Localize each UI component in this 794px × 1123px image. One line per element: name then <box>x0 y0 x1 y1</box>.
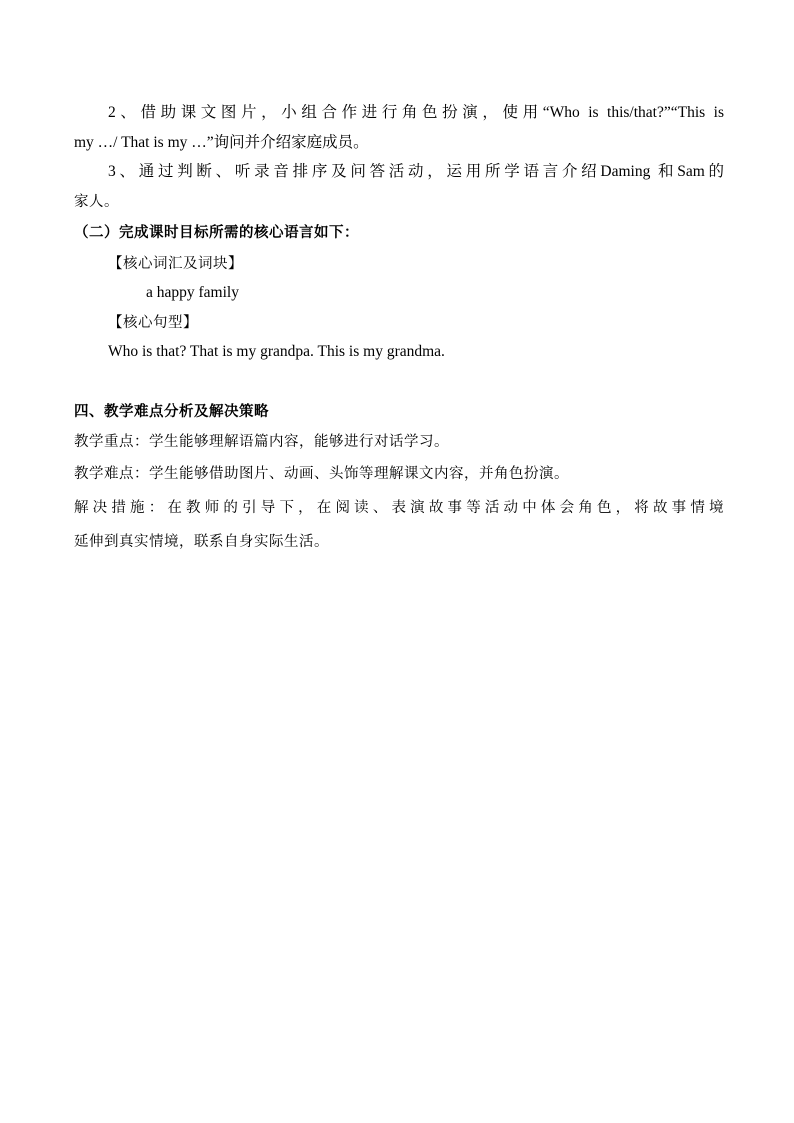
core-vocabulary-label: 【核心词汇及词块】 <box>108 256 243 272</box>
core-sentence-pattern-label: 【核心句型】 <box>108 315 198 331</box>
solution-measures-line-2: 延伸到真实情境，联系自身实际生活。 <box>74 534 329 550</box>
core-sentence-pattern-item: Who is that? That is my grandpa. This is my grandma. <box>108 343 445 360</box>
objective-item-2-line-2: my …/ That is my …”询问并介绍家庭成员。 <box>74 134 369 151</box>
section-4-heading: 四、教学难点分析及解决策略 <box>74 404 269 420</box>
objective-item-2-line-1: 2、借助课文图片，小组合作进行角色扮演，使用“Who is this/that?”“This is <box>108 104 724 121</box>
objective-item-3-line-1: 3、通过判断、听录音排序及问答活动，运用所学语言介绍Daming 和Sam的 <box>108 163 724 180</box>
core-vocabulary-item: a happy family <box>146 284 239 301</box>
section-2-heading: （二）完成课时目标所需的核心语言如下： <box>74 225 359 241</box>
teaching-difficult-point: 教学难点：学生能够借助图片、动画、头饰等理解课文内容，并角色扮演。 <box>74 466 569 482</box>
teaching-key-point: 教学重点：学生能够理解语篇内容，能够进行对话学习。 <box>74 434 449 450</box>
objective-item-3-line-2: 家人。 <box>74 194 119 210</box>
solution-measures-line-1: 解决措施：在教师的引导下，在阅读、表演故事等活动中体会角色，将故事情境 <box>74 500 724 516</box>
